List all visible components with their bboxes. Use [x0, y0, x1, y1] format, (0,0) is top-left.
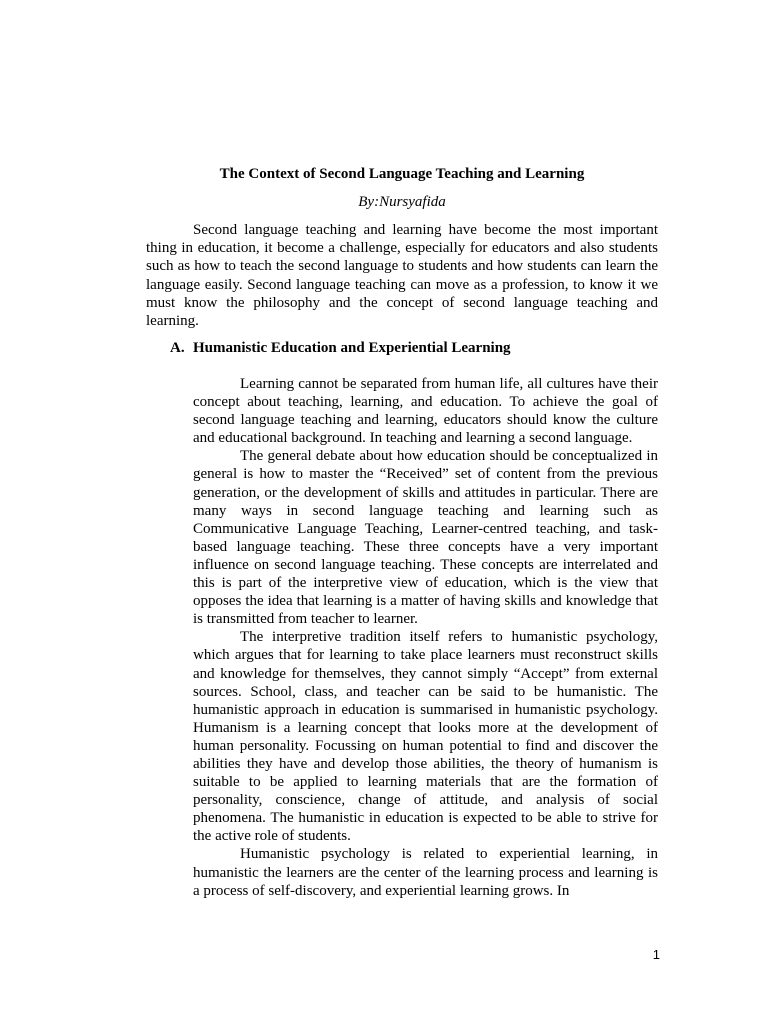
page-number: 1: [652, 947, 660, 962]
section-a-heading: [170, 339, 511, 357]
section-a-paragraph-3: The interpretive tradition itself refers to humanistic psychology, which argues that for learning to take place learners must reconstruct skills and knowledge for themselves, they cannot simply “Accept” from external sources. School, class, and teacher can be said to be humanistic. The humanistic approach in education is summarised in humanistic psychology. Humanism is a learning concept that looks more at the development of human personality. Focussing on human potential to find and discover the abilities they have and develop those abilities, the theory of humanism is suitable to be applied to learning materials that are the formation of personality, conscience, change of attitude, and analysis of social phenomena. The humanistic in education is expected to be able to strive for the active role of students.: [193, 629, 658, 845]
section-a-body: [193, 375, 658, 900]
section-a-letter: A.: [170, 340, 185, 356]
section-a-title: Humanistic Education and Experiential Learning: [193, 340, 511, 356]
section-a-paragraph-2: The general debate about how education should be conceptualized in general is how to master the “Received” set of content from the previous generation, or the development of skills and attitudes in particular. There are many ways in second language teaching and learning such as Communicative Language Teaching, Learner-centred teaching, and task-based language teaching. These three concepts have a very important influence on second language teaching. These concepts are interrelated and this is part of the interpretive view of education, which is the view that opposes the idea that learning is a matter of having skills and knowledge that is transmitted from teacher to learner.: [193, 448, 658, 628]
intro-paragraph: Second language teaching and learning have become the most important thing in education, it become a challenge, especially for educators and also students such as how to teach the second language to students and how students can learn the language easily. Second language teaching can move as a profession, to know it we must know the philosophy and the concept of second language teaching and learning.: [146, 222, 658, 330]
section-a-paragraph-1: Learning cannot be separated from human life, all cultures have their concept about teaching, learning, and education. To achieve the goal of second language teaching and learning, educators should know the culture and educational background. In teaching and learning a second language.: [193, 376, 658, 447]
section-a-paragraph-4: Humanistic psychology is related to experiential learning, in humanistic the learners are the center of the learning process and learning is a process of self-discovery, and experiential learning grows. In: [193, 846, 658, 899]
document-author: By:Nursyafida: [358, 194, 446, 210]
document-title: The Context of Second Language Teaching and Learning: [219, 166, 585, 182]
